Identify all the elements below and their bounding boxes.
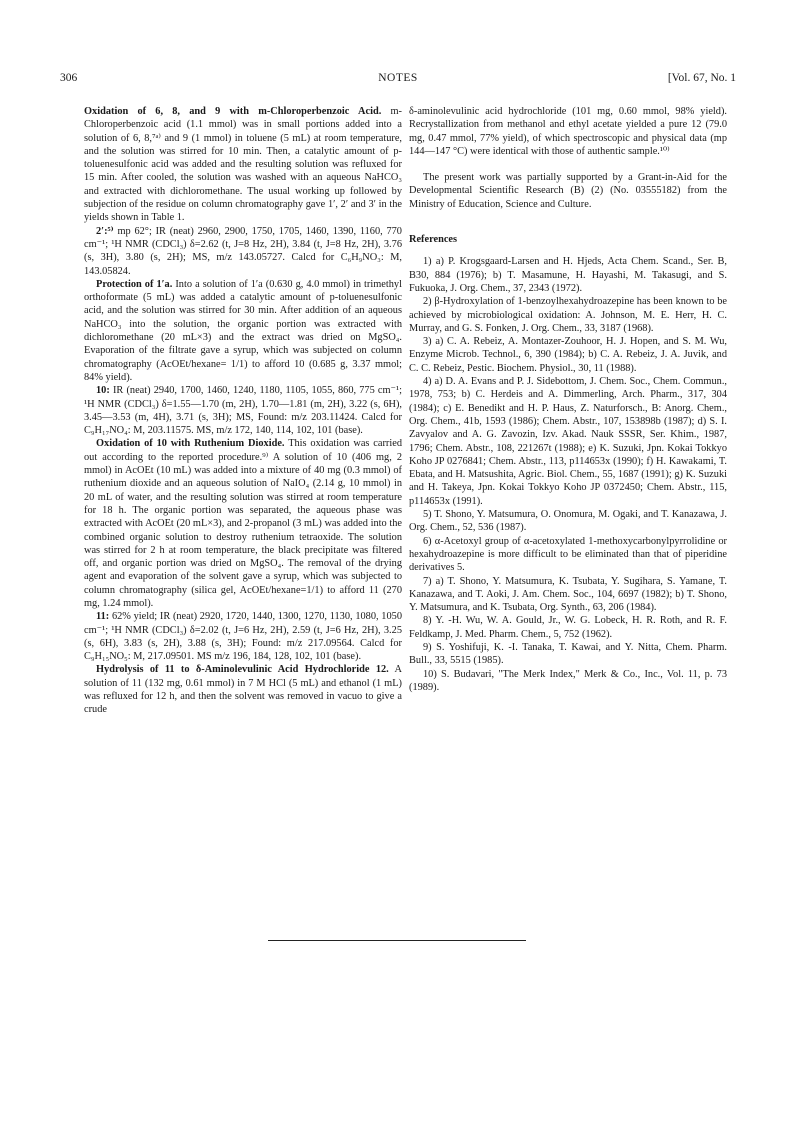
heading-compound-11: 11: — [96, 611, 110, 623]
reference-item: 6) α-Acetoxyl group of α-acetoxylated 1-methoxycarbonylpyrrolidine or hexahydroazepine is more difficult to be eliminated than that of piperidine derivatives 5. — [409, 535, 727, 574]
page-header — [60, 72, 736, 88]
left-column — [84, 105, 402, 717]
heading-protection: Protection of 1′a. — [96, 278, 173, 290]
heading-compound-10: 10: — [96, 385, 110, 397]
heading-mcpba-oxidation: Oxidation of 6, 8, and 9 with m-Chloroperbenzoic Acid. — [84, 106, 382, 117]
reference-item: 9) S. Yoshifuji, K. -I. Tanaka, T. Kawai, and Y. Nitta, Chem. Pharm. Bull., 33, 5515 (1985). — [409, 641, 727, 667]
paragraph-hydrolysis-continued: δ-aminolevulinic acid hydrochloride (101 mg, 0.60 mmol, 98% yield). Recrystallization from methanol and ethyl acetate yielded a pure 12 (79.0 mg, 0.47 mmol, 77% yield), of which spectroscopic and physical data (mp 144—147 °C) were identical with those of authentic sample.¹⁰⁾ — [409, 106, 727, 157]
reference-item: 4) a) D. A. Evans and P. J. Sidebottom, J. Chem. Soc., Chem. Commun., 1978, 753; b) C. Herdeis and A. Dimmerling, Arch. Pharm., 317, 304 (1984); c) E. Benedikt and H. P. Haus, Z. Naturforsch., B: Anorg. Chem., Org. Chem., 41b, 1593 (1986); Chem. Abstr., 107, 153898b (1987); d) S. I. Zavyalov and A. G. Zavozin, Izv. Akad. Nauk SSSR, Ser. Khim., 1987, 1796; Chem. Abstr., 108, 221267t (1988); e) K. Suzuki, Jpn. Kokai Tokkyo Koho JP 0276841; Chem. Abstr., 113, p114653x (1990); f) H. Kawakami, T. Ebata, and H. Matsushita, Agric. Biol. Chem., 55, 1687 (1991); g) K. Suzuki and H. Takeya, Jpn. Kokai Tokkyo Koho JP 0372450; Chem. Abstr., 115, p114653x (1991). — [409, 376, 727, 507]
end-rule-divider — [268, 940, 526, 941]
paragraph-compound-11 — [84, 610, 402, 663]
reference-item: 3) a) C. A. Rebeiz, A. Montazer-Zouhoor, H. J. Hopen, and S. M. Wu, Enzyme Microb. Technol., 6, 390 (1984); b) C. A. Rebeiz, J. A. Juvik, and C. C. Rebeiz, Pestic. Biochem. Physiol., 30, 11 (1988). — [409, 336, 727, 374]
text-mcpba-oxidation: m-Chloroperbenzoic acid (1.1 mmol) was in small portions added into a solution of 6, 8,⁷ᵃ⁾ and 9 (1 mmol) in toluene (5 mL) at room temperature, and the solution was stirred for 10 min. Then, a catalytic amount of p-toluenesulfonic acid was added and the resulting solution was refluxed for 15 min. After cooled, the solution was washed with an aqueous NaHCO₃ and extracted with dichloromethane. The usual working up followed by subjection of the residue on column chromatography gave 1′, 2′ and 3′ in the yields shown in Table 1. — [84, 106, 402, 224]
reference-item: 7) a) T. Shono, Y. Matsumura, K. Tsubata, Y. Sugihara, S. Yamane, T. Kanazawa, and T. Aoki, J. Am. Chem. Soc., 104, 6697 (1982); b) T. Shono, Y. Matsumura, and K. Tsubata, Org. Synth., 63, 206 (1984). — [409, 575, 727, 614]
section-title: NOTES — [378, 72, 418, 84]
paragraph-mcpba-oxidation — [84, 105, 402, 225]
references-heading: References — [409, 234, 458, 246]
reference-item: 2) β-Hydroxylation of 1-benzoylhexahydroazepine has been known to be achieved by microbiological oxidation: A. Johnson, M. E. Herr, H. C. Murray, and G. S. Fonken, J. Org. Chem., 33, 3187 (1968). — [409, 296, 727, 334]
paragraph-protection — [84, 278, 402, 384]
reference-item: 5) T. Shono, Y. Matsumura, O. Onomura, M. Ogaki, and T. Kanazawa, J. Org. Chem., 52, 536 (1987). — [409, 509, 727, 534]
reference-item: 10) S. Budavari, "The Merk Index," Merk & Co., Inc., Vol. 11, p. 73 (1989). — [409, 668, 727, 693]
heading-compound-2prime: 2′:⁵⁾ — [96, 225, 114, 237]
reference-item: 1) a) P. Krogsgaard-Larsen and H. Hjeds, Acta Chem. Scand., Ser. B, B30, 884 (1976); b) T. Masamune, H. Hayashi, M. Takasugi, and S. Fukuoka, J. Org. Chem., 37, 2343 (1972). — [409, 256, 727, 294]
right-column — [409, 105, 727, 694]
text-compound-10: IR (neat) 2940, 1700, 1460, 1240, 1180, 1105, 1055, 860, 775 cm⁻¹; ¹H NMR (CDCl₃) δ=1.55—1.70 (m, 2H), 1.70—1.81 (m, 2H), 3.22 (s, 6H), 3.45—3.53 (m, 4H), 3.71 (s, 3H); MS, Found: m/z 203.11424. Calcd for C₉H₁₇NO₄: M, 203.11575. MS, m/z 172, 140, 114, 102, 101 (base). — [84, 385, 402, 437]
text-ruthenium-oxidation: This oxidation was carried out according to the reported procedure.⁹⁾ A solution of 10 (406 mg, 2 mmol) in AcOEt (10 mL) was added into a mixture of 40 mg (0.3 mmol) of ruthenium dioxide and an aqueous solution of NaIO₄ (2.14 g, 10 mmol) in 20 mL of water, and the resulting solution was stirred at room temperature for 18 h. The organic portion was separated, the aqueous phase was extracted with AcOEt (20 mL×3), and 2-propanol (3 mL) was added into the combined organic solution to destroy ruthenium tetraoxide. The solution was stirred for 2 h at room temperature, the black precipitate was filtered off, and organic portion was dried on MgSO₄. The removal of the drying agent and evaporation of the solvent gave a syrup, which was subjected to column chromatography (silica gel, AcOEt/hexane=1/1) to afford 11 (270 mg, 1.24 mmol). — [84, 438, 402, 609]
text-compound-11: 62% yield; IR (neat) 2920, 1720, 1440, 1300, 1270, 1130, 1080, 1050 cm⁻¹; ¹H NMR (CDCl₃) δ=2.02 (t, J=6 Hz, 2H), 2.59 (t, J=6 Hz, 2H), 3.25 (s, 6H), 3.83 (s, 2H), 3.88 (s, 3H); Found: m/z 217.09564. Calcd for C₉H₁₅NO₅: M, 217.09501. MS m/z 196, 184, 128, 102, 101 (base). — [84, 611, 402, 663]
journal-volume: [Vol. 67, No. 1 — [667, 72, 736, 84]
text-protection: Into a solution of 1′a (0.630 g, 4.0 mmol) in trimethyl orthoformate (5 mL) was added a catalytic amount of p-toluenesulfonic acid, and the solution was stirred for 30 min. After addition of an aqueous NaHCO₃ into the solution, the organic portion was extracted with dichloromethane (20 mL×3) and the extract was dried on MgSO₄. Evaporation of the filtrate gave a syrup, which was subjected on column chromatography (AcOEt/hexane= 1/1) to afford 10 (0.685 g, 3.37 mmol; 84% yield). — [84, 278, 402, 383]
reference-item: 8) Y. -H. Wu, W. A. Gould, Jr., W. G. Lobeck, H. R. Roth, and R. F. Feldkamp, J. Med. Pharm. Chem., 5, 752 (1962). — [409, 615, 727, 640]
heading-hydrolysis: Hydrolysis of 11 to δ-Aminolevulinic Acid Hydrochloride 12. — [96, 664, 389, 676]
paragraph-compound-10 — [84, 384, 402, 437]
text-compound-2prime: mp 62°; IR (neat) 2960, 2900, 1750, 1705, 1460, 1390, 1160, 770 cm⁻¹; ¹H NMR (CDCl₃) δ=2.62 (t, J=8 Hz, 2H), 3.84 (t, J=8 Hz, 2H), 3.76 (s, 3H), 3.80 (s, 2H); MS, m/z 143.05727. Calcd for C₆H₉NO₃: M, 143.05824. — [84, 225, 402, 277]
paragraph-ruthenium-oxidation — [84, 437, 402, 610]
text-hydrolysis: A solution of 11 (132 mg, 0.61 mmol) in 7 M HCl (5 mL) and ethanol (1 mL) was refluxed for 12 h, and then the solvent was removed in vacuo to give a crude — [84, 664, 403, 716]
paragraph-hydrolysis — [84, 663, 402, 716]
acknowledgement: The present work was partially supported by a Grant-in-Aid for the Developmental Scientific Research (B) (2) (No. 03555182) from the Ministry of Education, Science and Culture. — [409, 172, 727, 210]
heading-ruthenium-oxidation: Oxidation of 10 with Ruthenium Dioxide. — [96, 438, 285, 450]
paragraph-compound-2prime — [84, 225, 402, 278]
page-number: 306 — [60, 72, 78, 84]
